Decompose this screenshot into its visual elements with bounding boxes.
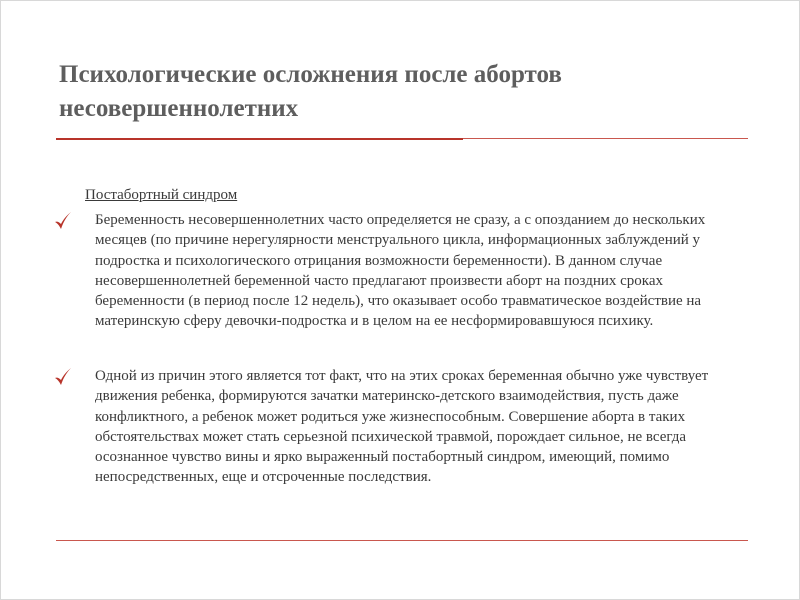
checkmark-icon — [53, 210, 73, 232]
title-divider-thick — [56, 138, 463, 140]
slide-title: Психологические осложнения после абортов несовершеннолетних — [59, 61, 562, 122]
title-divider-thin — [463, 138, 748, 139]
checkmark-icon — [53, 366, 73, 388]
bullet-text: Беременность несовершеннолетних часто определяется не сразу, а с опозданием до нескольких месяцев (по причине нерегулярности менструального цикла, информационных заблуждений у подростка и психологического отрицания возможности беременности). В данном случае несовершеннолетней беременной часто предлагают произвести аборт на поздних сроках беременности (в период после 12 недель), что оказывает особо травматическое воздействие на материнскую сферу девочки-подростка и в целом на ее несформировавшуюся психику. — [95, 212, 706, 330]
bullet-item — [53, 366, 743, 488]
bullet-item — [53, 210, 743, 332]
footer-divider — [56, 540, 748, 541]
section-heading: Постабортный синдром — [85, 187, 238, 203]
bullet-text: Одной из причин этого является тот факт, что на этих сроках беременная обычно уже чувствует движения ребенка, формируются зачатки материнско-детского взаимодействия, пусть даже конфликтного, а ребенок может родиться уже жизнеспособным. Совершение аборта в таких обстоятельствах может стать серьезной психической травмой, порождает сильное, не всегда осознанное чувство вины и ярко выраженный постабортный синдром, имеющий, помимо непосредственных, еще и отсроченные последствия. — [95, 368, 709, 486]
